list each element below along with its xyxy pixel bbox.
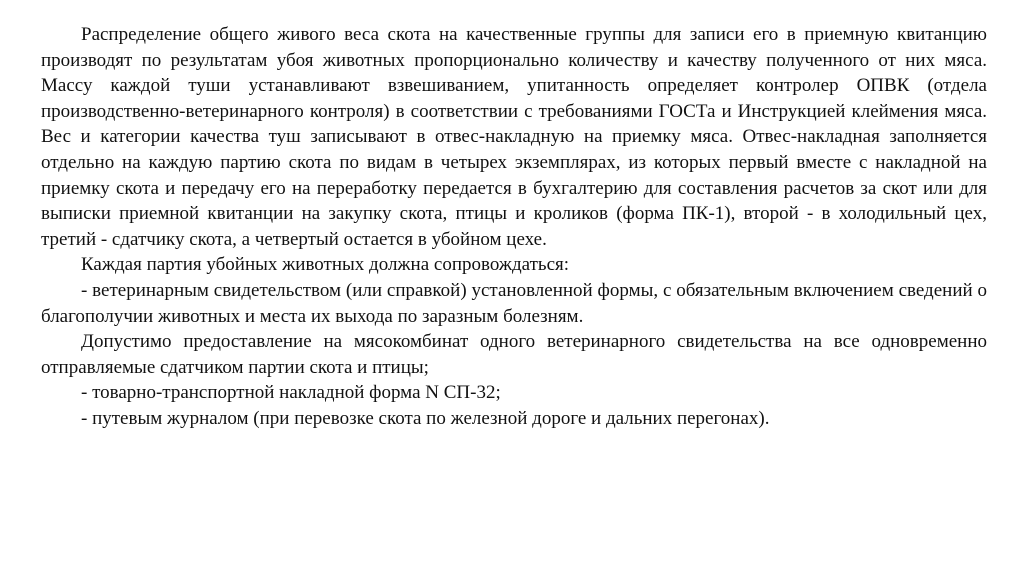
paragraph-single-certificate: Допустимо предоставление на мясокомбинат одного ветеринарного свидетельства на все одновременно отправляемые сдатчиком партии скота и птицы; <box>41 331 987 378</box>
list-item-vet-certificate: - ветеринарным свидетельством (или справкой) установленной формы, с обязательным включением сведений о благополучии животных и места их выхода по заразным болезням. <box>41 279 987 327</box>
document-body <box>41 22 987 432</box>
list-item-waybill: - товарно-транспортной накладной форма N СП-32; <box>81 382 501 404</box>
list-item-travel-log: - путевым журналом (при перевозке скота по железной дороге и дальних перегонах). <box>81 407 770 429</box>
paragraph-distribution: Распределение общего живого веса скота на качественные группы для записи его в приемную квитанцию производят по результатам убоя животных пропорционально количеству и качеству полученного от них мяса. Массу каждой туши устанавливают взвешиванием, упитанность определяет контролер ОПВК (отдела производственно-ветеринарного контроля) в соответствии с требованиями ГОСТа и Инструкцией клеймения мяса. Вес и категории качества туш записывают в отвес-накладную на приемку мяса. Отвес-накладная заполняется отдельно на каждую партию скота по видам в четырех экземплярах, из которых первый вместе с накладной на приемку скота и передачу его на переработку передается в бухгалтерию для составления расчетов за скот или для выписки приемной квитанции на закупку скота, птицы и кроликов (форма ПК-1), второй - в холодильный цех, третий - сдатчику скота, а четвертый остается в убойном цехе. <box>41 24 987 250</box>
paragraph-requirements-intro: Каждая партия убойных животных должна сопровождаться: <box>81 254 570 276</box>
